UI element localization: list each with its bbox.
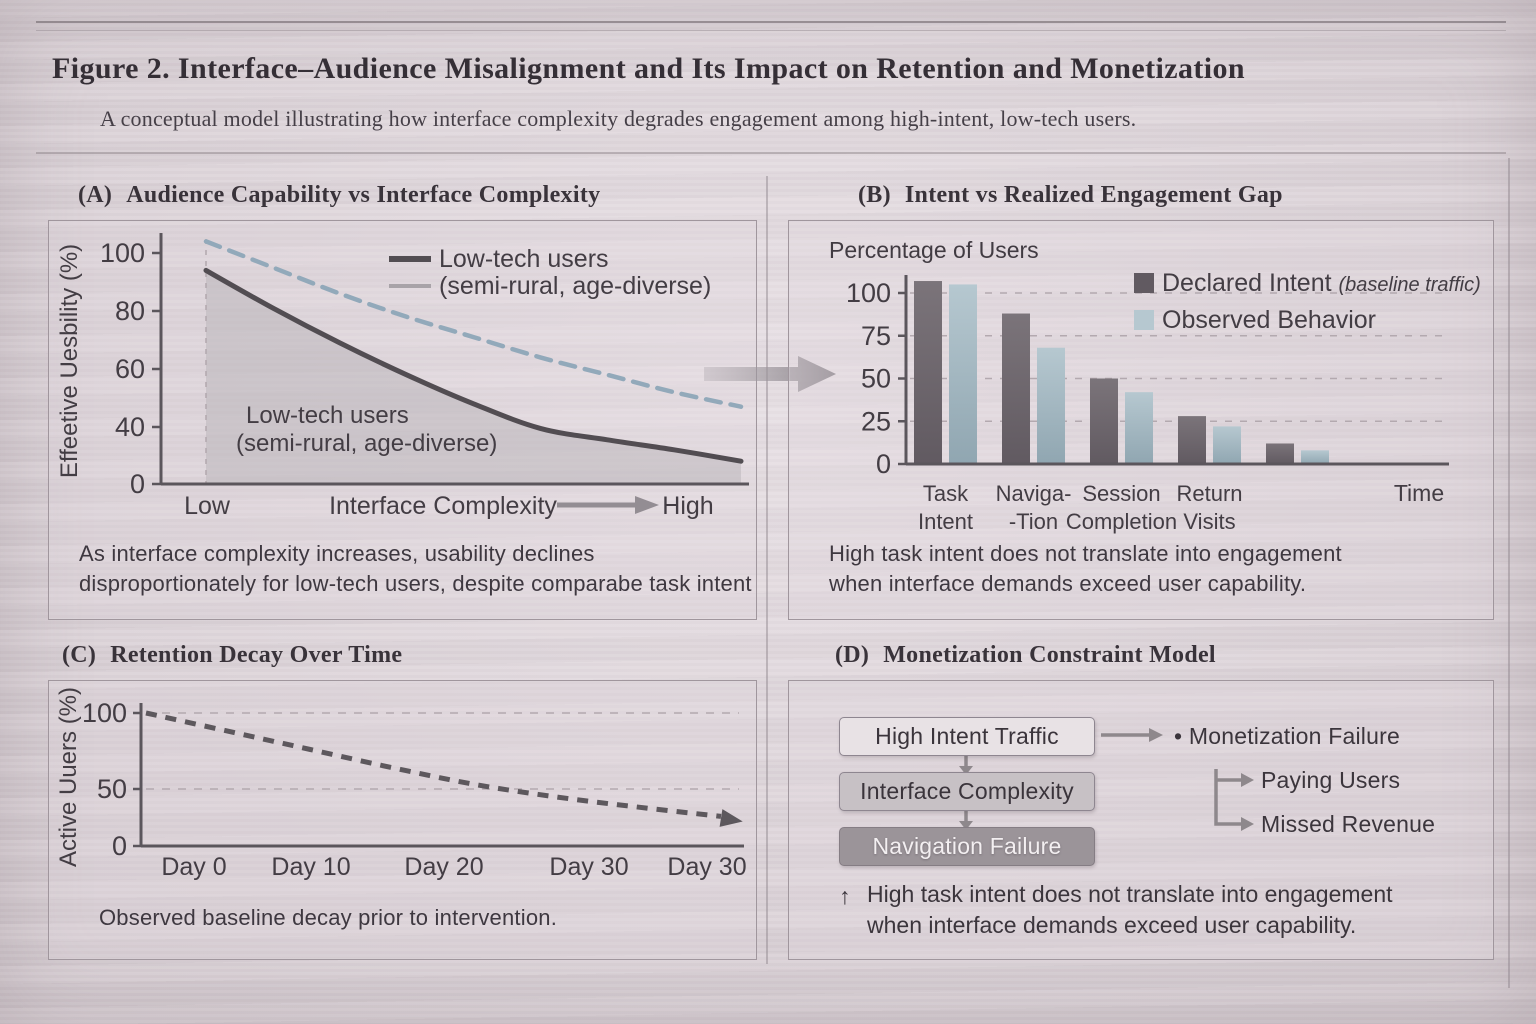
panel-d-header (835, 642, 1216, 669)
panel-a-chart-svg (49, 221, 754, 531)
cat-label-line2: Completion (1065, 509, 1178, 534)
flow-node-high-intent-traffic: High Intent Traffic (839, 717, 1095, 756)
annotation-line1: Low-tech users (246, 402, 409, 429)
x-tick-label: Day 10 (271, 853, 351, 881)
panel-a (48, 220, 757, 620)
y-tick-label: 75 (860, 320, 891, 351)
bar-declared-intent-3 (1178, 416, 1206, 464)
panel-a-header (78, 182, 600, 209)
cat-label-line1: Return (1176, 481, 1243, 506)
x-tick-label: Day 30 (667, 853, 747, 881)
bullet-icon: • (1174, 723, 1183, 749)
x-label-low: Low (184, 492, 230, 520)
legend-label-declared: Declared Intent (baseline traffic) (1162, 269, 1481, 297)
up-arrow-icon: ↑ (839, 883, 851, 909)
y-tick-label: 60 (114, 354, 145, 384)
panel-d-footnote (867, 879, 1393, 941)
y-tick-label: 100 (845, 278, 891, 308)
panel-b-chart-svg (797, 257, 1481, 542)
branch-paying-users: Paying Users (1261, 767, 1401, 793)
panel-a-title: Audience Capability vs Interface Complexity (126, 182, 601, 208)
annotation-line2: (semi-rural, age-diverse) (236, 430, 498, 457)
bar-declared-intent-4 (1266, 443, 1294, 464)
monetization-failure-text (1174, 723, 1400, 750)
cat-label-line1: Task (922, 481, 969, 506)
bar-observed-behavior-3 (1213, 426, 1241, 464)
bar-observed-behavior-2 (1125, 392, 1153, 464)
y-tick-label: 25 (860, 406, 891, 437)
panel-a-caption (79, 539, 752, 599)
cat-label-line2: Intent (917, 509, 974, 534)
cat-label-line1: Session (1082, 481, 1161, 506)
legend-swatch-observed (1134, 310, 1154, 330)
panel-c (48, 680, 757, 960)
y-axis-label: Active Uuers (%) (55, 686, 82, 868)
panel-d-footnote-line2: when interface demands exceed user capability. (867, 912, 1357, 938)
branch-missed-revenue: Missed Revenue (1261, 811, 1436, 837)
x-tick-label: Day 0 (161, 853, 227, 881)
y-tick-label: 40 (114, 412, 145, 442)
panel-b-label: (B) (858, 182, 891, 208)
decay-arrow-head (720, 809, 745, 830)
top-rule-2 (36, 30, 1506, 31)
bar-observed-behavior-1 (1037, 348, 1065, 464)
panel-a-caption-line2: disproportionately for low-tech users, despite comparabe task intent (79, 571, 752, 596)
cat-label-line2: -Tion (1008, 509, 1059, 534)
column-divider (766, 176, 768, 964)
flow-node-navigation-failure: Navigation Failure (839, 827, 1095, 866)
y-axis-label: Effeetive Uesbility (%) (56, 243, 83, 479)
x-axis-arrow-head (635, 496, 659, 514)
y-tick-label: 50 (860, 363, 891, 394)
y-tick-label: 100 (81, 698, 127, 728)
panel-d (788, 680, 1494, 960)
top-rule (36, 21, 1506, 23)
header-rule (36, 152, 1506, 154)
y-tick-label: 100 (99, 238, 145, 268)
legend-label-observed: Observed Behavior (1162, 306, 1377, 334)
y-tick-label: 0 (111, 831, 127, 861)
cat-label-line2: Visits (1183, 509, 1236, 534)
bar-observed-behavior-4 (1301, 450, 1329, 464)
x-end-label-time: Time (1393, 480, 1445, 506)
figure-title: Figure 2. Interface–Audience Misalignment and Its Impact on Retention and Monetization (52, 52, 1245, 85)
figure-subtitle: A conceptual model illustrating how interface complexity degrades engagement among high-intent, low-tech users. (100, 106, 1137, 131)
panel-b-caption-line2: when interface demands exceed user capability. (829, 571, 1307, 596)
panel-d-footnote-line1: High task intent does not translate into engagement (867, 881, 1393, 907)
panel-b-axis-title: Percentage of Users (829, 237, 1039, 263)
panel-b-caption-line1: High task intent does not translate into engagement (829, 541, 1342, 566)
decay-line (146, 713, 721, 816)
panel-c-caption: Observed baseline decay prior to intervention. (99, 905, 558, 930)
cat-label-line1: Naviga- (995, 481, 1072, 506)
bar-declared-intent-0 (914, 281, 942, 464)
bar-declared-intent-2 (1090, 379, 1118, 465)
y-tick-label: 0 (129, 469, 145, 499)
panel-a-label: (A) (78, 182, 113, 208)
x-label-complexity: Interface Complexity (329, 492, 557, 520)
panel-d-title: Monetization Constraint Model (883, 642, 1216, 668)
panel-d-label: (D) (835, 642, 870, 668)
x-tick-label: Day 20 (404, 853, 484, 881)
outcome-label: Monetization Failure (1188, 723, 1400, 749)
panel-c-header (62, 642, 402, 669)
y-tick-label: 0 (875, 449, 891, 479)
panel-a-caption-line1: As interface complexity increases, usability declines (79, 541, 595, 566)
bar-declared-intent-1 (1002, 314, 1030, 464)
legend-label-low-tech: Low-tech users (439, 245, 609, 273)
arrow-head-right-icon (1241, 773, 1254, 787)
panel-c-chart-svg (49, 685, 754, 897)
legend-swatch-declared (1134, 273, 1154, 293)
paper-crease (1508, 158, 1510, 988)
panel-b (788, 220, 1494, 620)
panel-c-title: Retention Decay Over Time (110, 642, 403, 668)
panel-b-header (858, 182, 1283, 209)
arrow-head-right-icon (1149, 728, 1163, 742)
panel-b-title: Intent vs Realized Engagement Gap (904, 182, 1283, 208)
bar-observed-behavior-0 (949, 284, 977, 464)
x-label-high: High (662, 492, 714, 520)
x-tick-label: Day 30 (549, 853, 629, 881)
arrow-head-right-icon (1241, 817, 1254, 831)
y-tick-label: 50 (96, 774, 127, 804)
panel-b-caption (829, 539, 1342, 599)
panel-c-label: (C) (62, 642, 97, 668)
y-tick-label: 80 (114, 296, 145, 326)
branch-connector (1216, 769, 1241, 824)
legend-label-semi-rural: (semi-rural, age-diverse) (439, 272, 712, 300)
flow-node-interface-complexity: Interface Complexity (839, 772, 1095, 811)
